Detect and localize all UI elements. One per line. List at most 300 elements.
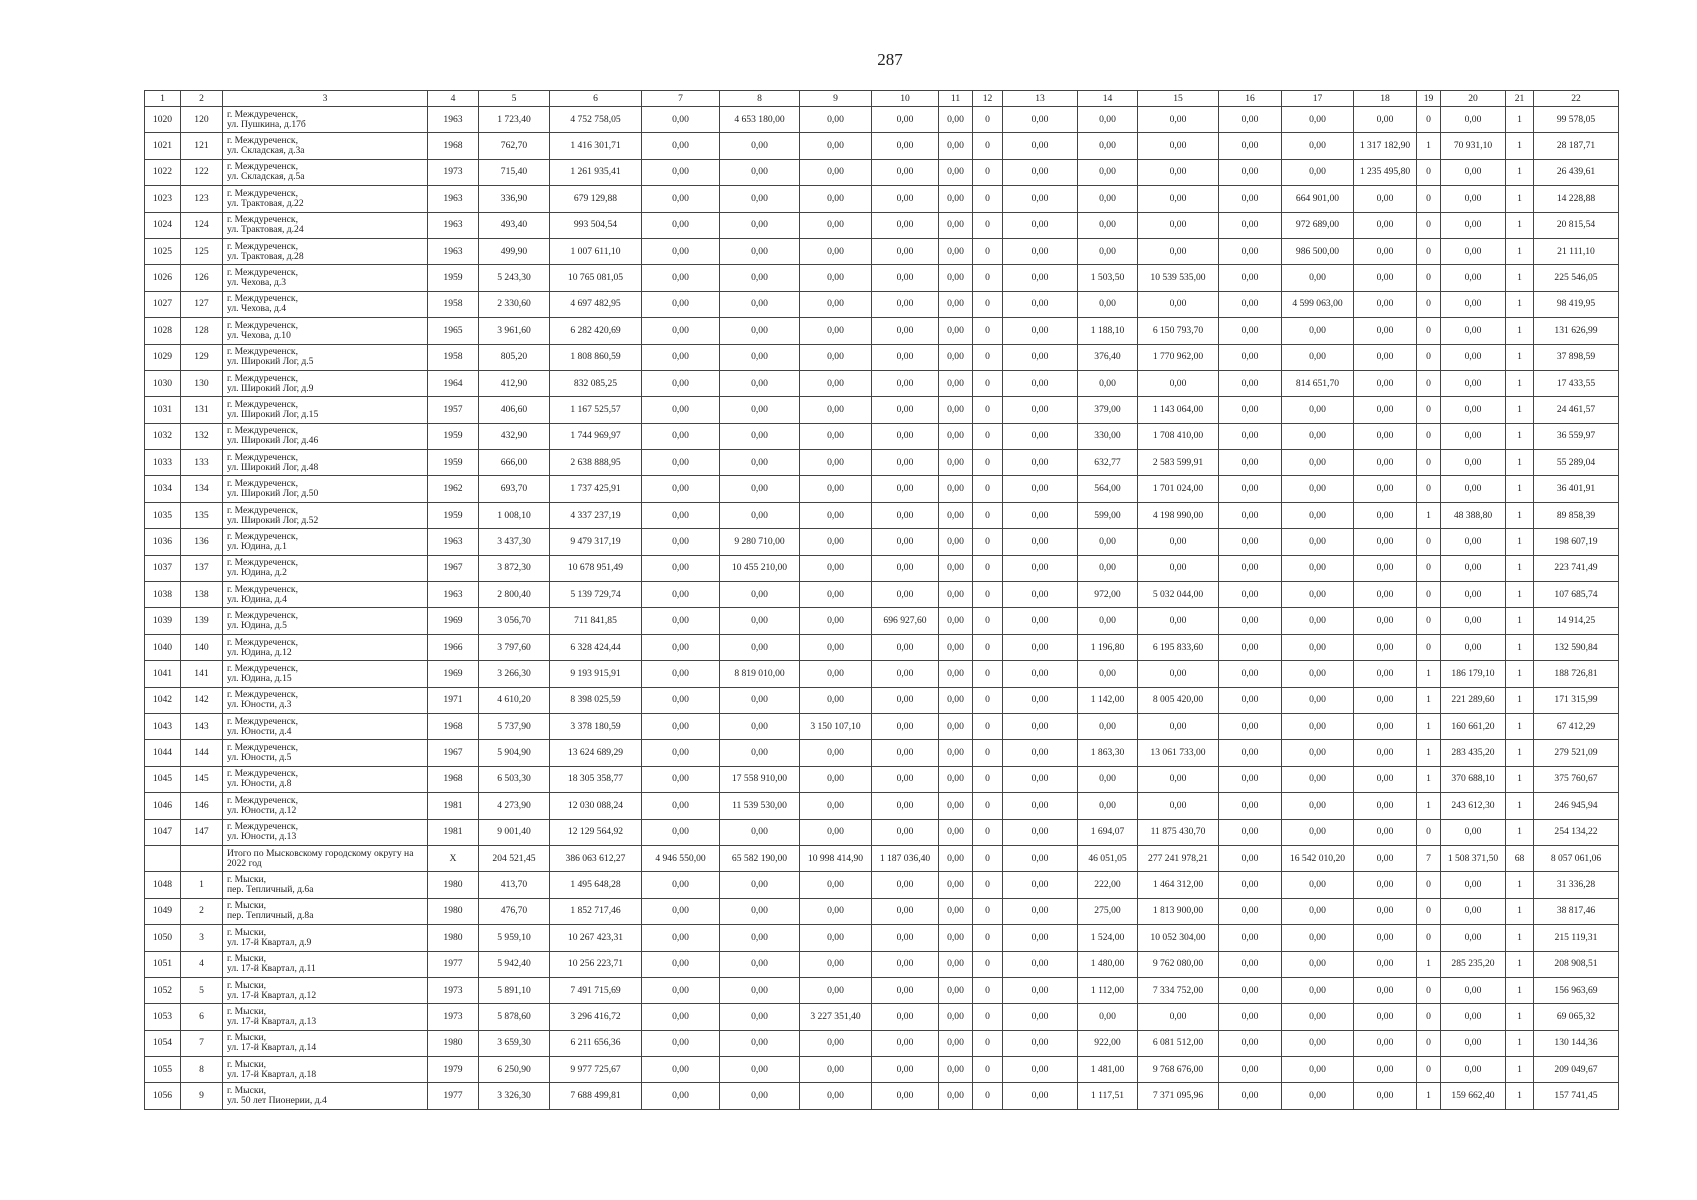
table-cell: 4 697 482,95 bbox=[550, 291, 642, 317]
table-cell: 0,00 bbox=[1441, 107, 1506, 133]
table-cell: 0,00 bbox=[1441, 318, 1506, 344]
table-cell: 1980 bbox=[428, 925, 479, 951]
table-cell: 1 235 495,80 bbox=[1354, 159, 1417, 185]
table-row bbox=[145, 925, 1619, 951]
table-cell: 0,00 bbox=[1003, 1030, 1078, 1056]
table-cell: 0,00 bbox=[1078, 212, 1138, 238]
table-cell: 0,00 bbox=[1003, 397, 1078, 423]
table-cell: 0,00 bbox=[1354, 450, 1417, 476]
table-cell: 10 539 535,00 bbox=[1138, 265, 1219, 291]
address-street: ул. Чехова, д.10 bbox=[227, 329, 291, 341]
table-cell: 0,00 bbox=[872, 819, 939, 845]
table-cell: 69 065,32 bbox=[1534, 1004, 1619, 1030]
table-cell: 0,00 bbox=[1078, 661, 1138, 687]
table-cell: 279 521,09 bbox=[1534, 740, 1619, 766]
address-street: ул. 17-й Квартал, д.13 bbox=[227, 1015, 317, 1027]
table-cell: 0,00 bbox=[642, 133, 720, 159]
table-cell: 0,00 bbox=[939, 107, 973, 133]
table-cell: 1 bbox=[1417, 661, 1441, 687]
address-cell bbox=[223, 872, 428, 898]
table-cell: 1980 bbox=[428, 898, 479, 924]
table-row bbox=[145, 133, 1619, 159]
table-cell: 0,00 bbox=[939, 898, 973, 924]
table-cell: 0,00 bbox=[939, 634, 973, 660]
table-cell: 0,00 bbox=[1219, 133, 1282, 159]
table-cell: 130 144,36 bbox=[1534, 1030, 1619, 1056]
table-cell: 5 bbox=[181, 977, 223, 1003]
table-cell: 0,00 bbox=[1441, 370, 1506, 396]
table-cell: 0,00 bbox=[720, 951, 800, 977]
table-cell: 0,00 bbox=[800, 608, 872, 634]
address-cell bbox=[223, 740, 428, 766]
table-cell: 1 708 410,00 bbox=[1138, 423, 1219, 449]
table-cell: 223 741,49 bbox=[1534, 555, 1619, 581]
table-cell: 0,00 bbox=[720, 291, 800, 317]
table-cell: 10 052 304,00 bbox=[1138, 925, 1219, 951]
table-cell: 0,00 bbox=[1219, 793, 1282, 819]
table-cell: 6 195 833,60 bbox=[1138, 634, 1219, 660]
address-city: г. Мыски, bbox=[227, 874, 267, 886]
table-cell: 0,00 bbox=[872, 1083, 939, 1109]
table-cell: 1964 bbox=[428, 370, 479, 396]
table-cell: 0 bbox=[973, 502, 1003, 528]
column-number-cell: 2 bbox=[181, 91, 223, 107]
table-row bbox=[145, 766, 1619, 792]
table-cell: 0,00 bbox=[939, 555, 973, 581]
table-cell: 0,00 bbox=[1441, 159, 1506, 185]
address-city: г. Междуреченск, bbox=[227, 293, 298, 305]
total-row bbox=[145, 845, 1619, 871]
table-cell: 3 227 351,40 bbox=[800, 1004, 872, 1030]
table-cell: 0,00 bbox=[1219, 318, 1282, 344]
table-cell: 48 388,80 bbox=[1441, 502, 1506, 528]
address-street: ул. Широкий Лог, д.50 bbox=[227, 488, 319, 500]
table-cell: 1033 bbox=[145, 450, 181, 476]
table-cell: 1968 bbox=[428, 766, 479, 792]
table-cell: 130 bbox=[181, 370, 223, 396]
table-cell: 0,00 bbox=[800, 582, 872, 608]
table-cell: 0,00 bbox=[1003, 186, 1078, 212]
table-cell: 122 bbox=[181, 159, 223, 185]
table-cell: 0,00 bbox=[642, 1057, 720, 1083]
table-cell: 0,00 bbox=[939, 951, 973, 977]
table-cell: 9 193 915,91 bbox=[550, 661, 642, 687]
table-cell: 123 bbox=[181, 186, 223, 212]
table-cell: 0,00 bbox=[1441, 529, 1506, 555]
table-cell: 0,00 bbox=[800, 687, 872, 713]
table-cell: 0,00 bbox=[720, 423, 800, 449]
table-cell: 67 412,29 bbox=[1534, 713, 1619, 739]
table-cell: 8 819 010,00 bbox=[720, 661, 800, 687]
table-cell: 0,00 bbox=[1138, 1004, 1219, 1030]
total-cell: 1 508 371,50 bbox=[1441, 845, 1506, 871]
table-cell: 0,00 bbox=[1003, 951, 1078, 977]
table-cell: 6 282 420,69 bbox=[550, 318, 642, 344]
table-cell: 0,00 bbox=[872, 634, 939, 660]
table-cell: 413,70 bbox=[479, 872, 550, 898]
table-cell: 0 bbox=[973, 1057, 1003, 1083]
table-cell: 1959 bbox=[428, 450, 479, 476]
table-cell: 1 bbox=[1506, 977, 1534, 1003]
table-cell: 0,00 bbox=[939, 582, 973, 608]
table-cell: 160 661,20 bbox=[1441, 713, 1506, 739]
address-street: ул. Юности, д.3 bbox=[227, 699, 292, 711]
table-cell: 1 167 525,57 bbox=[550, 397, 642, 423]
column-number-cell: 19 bbox=[1417, 91, 1441, 107]
table-cell: 0,00 bbox=[720, 238, 800, 264]
column-number-cell: 1 bbox=[145, 91, 181, 107]
address-cell bbox=[223, 555, 428, 581]
address-city: г. Междуреченск, bbox=[227, 557, 298, 569]
table-cell: 1042 bbox=[145, 687, 181, 713]
table-cell: 7 371 095,96 bbox=[1138, 1083, 1219, 1109]
table-cell: 0 bbox=[973, 265, 1003, 291]
table-cell: 0,00 bbox=[720, 476, 800, 502]
address-city: г. Междуреченск, bbox=[227, 161, 298, 173]
total-cell: 0 bbox=[973, 845, 1003, 871]
table-cell: 0,00 bbox=[872, 212, 939, 238]
table-cell: 1037 bbox=[145, 555, 181, 581]
table-cell: 1050 bbox=[145, 925, 181, 951]
table-cell: 4 337 237,19 bbox=[550, 502, 642, 528]
table-cell: 1039 bbox=[145, 608, 181, 634]
table-cell: 0 bbox=[973, 740, 1003, 766]
table-cell: 0,00 bbox=[1003, 1057, 1078, 1083]
table-cell: 1 bbox=[181, 872, 223, 898]
table-cell: 1 bbox=[1417, 951, 1441, 977]
table-cell: 0,00 bbox=[1078, 370, 1138, 396]
table-cell: 3 266,30 bbox=[479, 661, 550, 687]
table-cell: 0,00 bbox=[800, 555, 872, 581]
table-cell: 142 bbox=[181, 687, 223, 713]
table-cell: 8 398 025,59 bbox=[550, 687, 642, 713]
table-cell: 0,00 bbox=[1138, 529, 1219, 555]
table-cell: 1040 bbox=[145, 634, 181, 660]
table-cell: 1 bbox=[1506, 713, 1534, 739]
table-cell: 1026 bbox=[145, 265, 181, 291]
table-cell: 0,00 bbox=[1138, 661, 1219, 687]
table-cell: 0,00 bbox=[872, 238, 939, 264]
table-cell: 1 261 935,41 bbox=[550, 159, 642, 185]
table-cell: 1977 bbox=[428, 1083, 479, 1109]
address-city: г. Междуреченск, bbox=[227, 187, 298, 199]
table-cell: 0,00 bbox=[800, 740, 872, 766]
address-cell bbox=[223, 344, 428, 370]
table-cell: 2 bbox=[181, 898, 223, 924]
table-cell: 3 961,60 bbox=[479, 318, 550, 344]
table-cell: 0 bbox=[1417, 1057, 1441, 1083]
column-number-cell: 9 bbox=[800, 91, 872, 107]
table-cell: 0,00 bbox=[1078, 238, 1138, 264]
table-cell: 0,00 bbox=[642, 872, 720, 898]
table-cell: 1971 bbox=[428, 687, 479, 713]
table-cell: 0,00 bbox=[1441, 1004, 1506, 1030]
table-cell: 0,00 bbox=[872, 265, 939, 291]
table-cell: 98 419,95 bbox=[1534, 291, 1619, 317]
table-row bbox=[145, 397, 1619, 423]
table-cell: 0,00 bbox=[1282, 925, 1354, 951]
table-cell: 0,00 bbox=[872, 370, 939, 396]
table-cell: 0,00 bbox=[1138, 608, 1219, 634]
table-cell: 0 bbox=[973, 529, 1003, 555]
column-number-cell: 4 bbox=[428, 91, 479, 107]
table-cell: 0,00 bbox=[800, 450, 872, 476]
table-cell: 0,00 bbox=[720, 212, 800, 238]
table-cell: 1049 bbox=[145, 898, 181, 924]
table-cell: 1 bbox=[1506, 344, 1534, 370]
address-street: ул. Чехова, д.3 bbox=[227, 277, 287, 289]
total-cell: 1 187 036,40 bbox=[872, 845, 939, 871]
table-cell: 0,00 bbox=[720, 133, 800, 159]
table-cell: 0 bbox=[973, 133, 1003, 159]
table-cell: 0,00 bbox=[939, 687, 973, 713]
table-cell: 10 678 951,49 bbox=[550, 555, 642, 581]
table-cell: 0,00 bbox=[1003, 687, 1078, 713]
table-cell: 805,20 bbox=[479, 344, 550, 370]
table-cell: 24 461,57 bbox=[1534, 397, 1619, 423]
address-cell bbox=[223, 608, 428, 634]
table-cell: 1980 bbox=[428, 872, 479, 898]
table-cell: 0,00 bbox=[1003, 898, 1078, 924]
table-cell: 0,00 bbox=[720, 687, 800, 713]
address-street: ул. 17-й Квартал, д.14 bbox=[227, 1042, 317, 1054]
address-cell bbox=[223, 107, 428, 133]
table-cell: 0,00 bbox=[1003, 555, 1078, 581]
table-cell: 0,00 bbox=[1354, 265, 1417, 291]
table-cell: 0 bbox=[973, 898, 1003, 924]
table-cell: 0,00 bbox=[1354, 423, 1417, 449]
table-cell: 4 653 180,00 bbox=[720, 107, 800, 133]
table-cell: 0,00 bbox=[1441, 423, 1506, 449]
table-cell: 0,00 bbox=[1282, 450, 1354, 476]
table-cell: 0 bbox=[973, 159, 1003, 185]
table-cell: 0,00 bbox=[800, 1057, 872, 1083]
table-cell: 0,00 bbox=[1003, 529, 1078, 555]
address-street: ул. Юности, д.4 bbox=[227, 725, 292, 737]
table-cell: 7 334 752,00 bbox=[1138, 977, 1219, 1003]
table-cell: 14 228,88 bbox=[1534, 186, 1619, 212]
table-cell: 1963 bbox=[428, 529, 479, 555]
table-cell: 1981 bbox=[428, 819, 479, 845]
table-cell: 0,00 bbox=[720, 634, 800, 660]
table-cell: 1054 bbox=[145, 1030, 181, 1056]
table-cell: 1 142,00 bbox=[1078, 687, 1138, 713]
table-row bbox=[145, 898, 1619, 924]
table-cell: 0,00 bbox=[800, 318, 872, 344]
table-cell: 243 612,30 bbox=[1441, 793, 1506, 819]
table-cell: 1 bbox=[1417, 766, 1441, 792]
table-cell: 693,70 bbox=[479, 476, 550, 502]
table-cell: 1 bbox=[1506, 555, 1534, 581]
table-cell: 0 bbox=[973, 107, 1003, 133]
table-cell: 1 bbox=[1506, 687, 1534, 713]
table-cell: 0,00 bbox=[1078, 159, 1138, 185]
table-cell: 1 bbox=[1417, 687, 1441, 713]
table-cell: 0,00 bbox=[642, 344, 720, 370]
table-cell: 135 bbox=[181, 502, 223, 528]
table-cell: 1 bbox=[1506, 1004, 1534, 1030]
table-cell: 0,00 bbox=[720, 819, 800, 845]
table-cell: 0,00 bbox=[1282, 555, 1354, 581]
table-row bbox=[145, 661, 1619, 687]
table-cell: 1 bbox=[1506, 159, 1534, 185]
table-cell: 1038 bbox=[145, 582, 181, 608]
total-cell: 386 063 612,27 bbox=[550, 845, 642, 871]
table-cell: 0,00 bbox=[1441, 186, 1506, 212]
table-cell: 121 bbox=[181, 133, 223, 159]
table-cell: 1 143 064,00 bbox=[1138, 397, 1219, 423]
table-cell: 1981 bbox=[428, 793, 479, 819]
table-cell: 0,00 bbox=[872, 476, 939, 502]
table-row bbox=[145, 555, 1619, 581]
address-city: г. Междуреченск, bbox=[227, 214, 298, 226]
table-cell: 0 bbox=[973, 1004, 1003, 1030]
total-cell: X bbox=[428, 845, 479, 871]
table-cell: 1 bbox=[1506, 925, 1534, 951]
table-cell: 0,00 bbox=[1354, 238, 1417, 264]
table-cell: 3 872,30 bbox=[479, 555, 550, 581]
table-cell: 0,00 bbox=[1003, 1083, 1078, 1109]
address-cell bbox=[223, 766, 428, 792]
table-cell: 0,00 bbox=[800, 476, 872, 502]
table-cell: 336,90 bbox=[479, 186, 550, 212]
table-cell: 0 bbox=[1417, 423, 1441, 449]
table-cell: 6 503,30 bbox=[479, 766, 550, 792]
address-cell bbox=[223, 450, 428, 476]
table-cell: 1 bbox=[1506, 238, 1534, 264]
table-cell: 2 583 599,91 bbox=[1138, 450, 1219, 476]
table-cell: 0,00 bbox=[1003, 872, 1078, 898]
table-cell: 370 688,10 bbox=[1441, 766, 1506, 792]
table-cell: 1031 bbox=[145, 397, 181, 423]
table-cell: 0,00 bbox=[1441, 555, 1506, 581]
total-cell: 65 582 190,00 bbox=[720, 845, 800, 871]
table-cell: 599,00 bbox=[1078, 502, 1138, 528]
table-cell: 126 bbox=[181, 265, 223, 291]
table-cell: 0,00 bbox=[1219, 1083, 1282, 1109]
address-street: пер. Тепличный, д.8а bbox=[227, 910, 314, 922]
table-cell: 0,00 bbox=[1219, 555, 1282, 581]
table-cell: 0,00 bbox=[642, 397, 720, 423]
table-cell: 0,00 bbox=[1138, 107, 1219, 133]
table-cell: 0,00 bbox=[1078, 608, 1138, 634]
table-row bbox=[145, 186, 1619, 212]
table-cell: 1 813 900,00 bbox=[1138, 898, 1219, 924]
total-cell: 0,00 bbox=[1219, 845, 1282, 871]
table-cell: 1965 bbox=[428, 318, 479, 344]
table-cell bbox=[181, 845, 223, 871]
table-cell: 0,00 bbox=[720, 186, 800, 212]
table-cell: 1 770 962,00 bbox=[1138, 344, 1219, 370]
column-number-cell: 12 bbox=[973, 91, 1003, 107]
table-cell: 0,00 bbox=[1219, 344, 1282, 370]
table-cell: 0,00 bbox=[1219, 634, 1282, 660]
table-cell: 0,00 bbox=[800, 766, 872, 792]
address-city: г. Междуреченск, bbox=[227, 636, 298, 648]
table-cell: 922,00 bbox=[1078, 1030, 1138, 1056]
table-cell: 0,00 bbox=[939, 1083, 973, 1109]
table-cell: 1 744 969,97 bbox=[550, 423, 642, 449]
table-cell: 0,00 bbox=[1219, 582, 1282, 608]
table-cell: 0 bbox=[973, 713, 1003, 739]
table-cell: 0,00 bbox=[1282, 608, 1354, 634]
table-cell: 1053 bbox=[145, 1004, 181, 1030]
table-cell: 36 559,97 bbox=[1534, 423, 1619, 449]
table-cell: 0,00 bbox=[1354, 555, 1417, 581]
table-cell: 0,00 bbox=[872, 740, 939, 766]
table-cell: 1 bbox=[1506, 608, 1534, 634]
table-cell: 0,00 bbox=[800, 793, 872, 819]
table-cell: 0,00 bbox=[1138, 238, 1219, 264]
table-cell: 0,00 bbox=[939, 819, 973, 845]
table-cell: 0,00 bbox=[1441, 1057, 1506, 1083]
table-cell: 0,00 bbox=[1354, 793, 1417, 819]
address-cell bbox=[223, 582, 428, 608]
table-cell: 127 bbox=[181, 291, 223, 317]
table-cell: 0,00 bbox=[800, 423, 872, 449]
table-cell: 131 626,99 bbox=[1534, 318, 1619, 344]
address-city: г. Междуреченск, bbox=[227, 821, 298, 833]
table-cell: 4 752 758,05 bbox=[550, 107, 642, 133]
table-cell: 0,00 bbox=[1003, 212, 1078, 238]
table-cell: 144 bbox=[181, 740, 223, 766]
table-cell: 0,00 bbox=[1354, 476, 1417, 502]
table-cell: 0 bbox=[973, 476, 1003, 502]
total-cell: 4 946 550,00 bbox=[642, 845, 720, 871]
table-cell: 0,00 bbox=[1354, 1057, 1417, 1083]
table-cell: 0,00 bbox=[1003, 977, 1078, 1003]
table-cell: 0 bbox=[973, 582, 1003, 608]
table-cell: 1045 bbox=[145, 766, 181, 792]
table-cell: 0,00 bbox=[1003, 819, 1078, 845]
address-cell bbox=[223, 133, 428, 159]
table-cell: 0,00 bbox=[872, 318, 939, 344]
table-cell: 0,00 bbox=[800, 107, 872, 133]
table-cell: 564,00 bbox=[1078, 476, 1138, 502]
table-cell: 1968 bbox=[428, 713, 479, 739]
table-cell: 0,00 bbox=[642, 450, 720, 476]
table-cell: 0,00 bbox=[1441, 1030, 1506, 1056]
table-cell: 3 296 416,72 bbox=[550, 1004, 642, 1030]
table-cell: 1 464 312,00 bbox=[1138, 872, 1219, 898]
table-cell: 0,00 bbox=[1003, 1004, 1078, 1030]
table-cell: 1 bbox=[1506, 766, 1534, 792]
table-cell: 0,00 bbox=[1282, 529, 1354, 555]
table-cell: 0,00 bbox=[642, 898, 720, 924]
address-street: пер. Тепличный, д.6а bbox=[227, 884, 314, 896]
table-cell: 0,00 bbox=[1078, 133, 1138, 159]
table-cell: 1 bbox=[1506, 476, 1534, 502]
table-cell: 0,00 bbox=[1219, 450, 1282, 476]
table-cell: 9 280 710,00 bbox=[720, 529, 800, 555]
table-cell: 1 bbox=[1417, 502, 1441, 528]
table-cell: 664 901,00 bbox=[1282, 186, 1354, 212]
table-cell: 0,00 bbox=[800, 344, 872, 370]
address-street: ул. 17-й Квартал, д.11 bbox=[227, 963, 316, 975]
table-cell: 0,00 bbox=[872, 529, 939, 555]
table-cell: 1958 bbox=[428, 344, 479, 370]
table-cell: 1028 bbox=[145, 318, 181, 344]
table-cell: 225 546,05 bbox=[1534, 265, 1619, 291]
table-cell: 0,00 bbox=[720, 397, 800, 423]
table-cell: 1 bbox=[1417, 740, 1441, 766]
table-cell: 0,00 bbox=[1003, 793, 1078, 819]
table-cell: 0,00 bbox=[939, 713, 973, 739]
table-cell: 0,00 bbox=[720, 608, 800, 634]
table-cell: 0,00 bbox=[642, 661, 720, 687]
table-cell: 0,00 bbox=[642, 502, 720, 528]
table-cell: 0,00 bbox=[1078, 713, 1138, 739]
